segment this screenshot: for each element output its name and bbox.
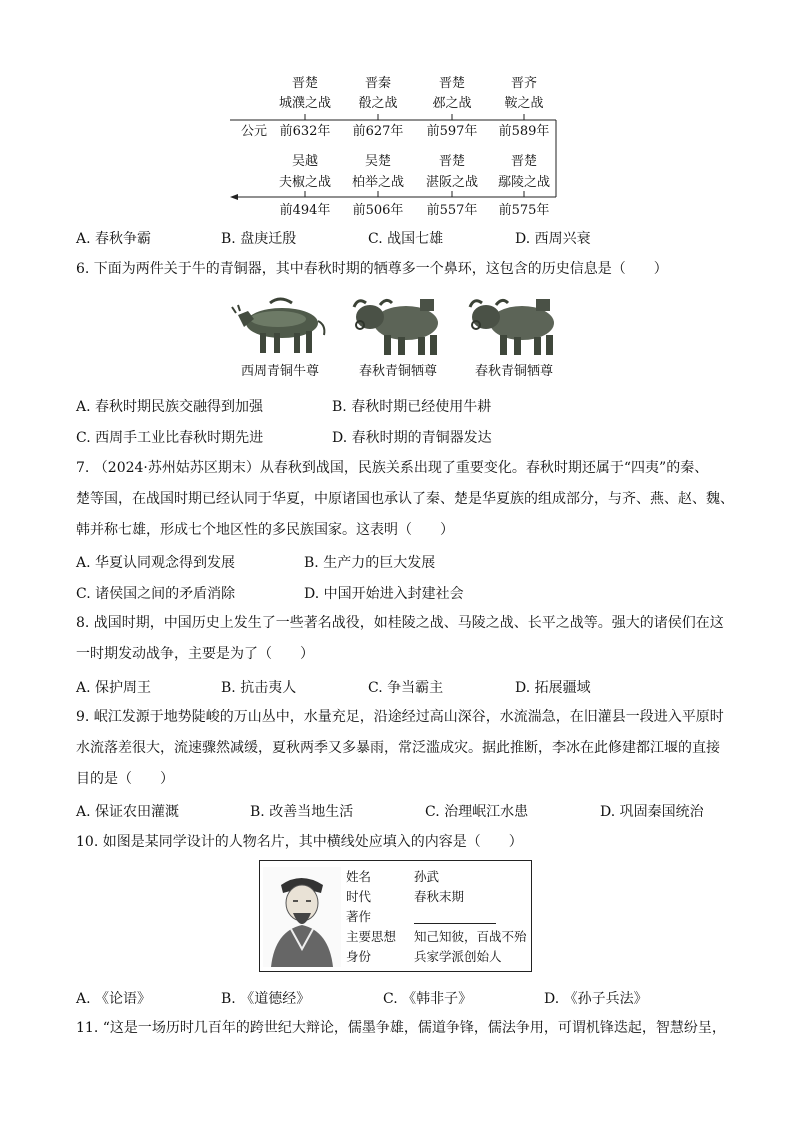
card-value-thought: 知己知彼，百战不殆 [414, 929, 527, 944]
q8-option-a[interactable]: A. 保护周王 [76, 680, 152, 696]
card-label-thought: 主要思想 [346, 929, 397, 944]
timeline-year: 前575年 [498, 203, 550, 218]
q6-option-b[interactable]: B. 春秋时期已经使用牛耕 [332, 399, 492, 415]
q9-stem-line: 水流落差很大，流速骤然减缓，夏秋两季又多暴雨，常泛滥成灾。据此推断，李冰在此修建都江堰的直接 [76, 740, 720, 756]
timeline-lines [228, 110, 568, 210]
timeline-battle: 鄢陵之战 [497, 175, 550, 190]
bronze-caption: 春秋青铜牺尊 [358, 364, 437, 379]
timeline-parties: 吴楚 [364, 154, 391, 169]
card-label-era: 时代 [346, 889, 372, 904]
q8-stem-line: 一时期发动战争，主要是为了（ ） [76, 646, 314, 662]
timeline-year: 前557年 [426, 203, 478, 218]
timeline-battle: 邲之战 [432, 96, 472, 111]
sun-wu-portrait-image [263, 867, 341, 967]
q5-option-b[interactable]: B. 盘庚迁殷 [221, 231, 297, 247]
bronze-ox-zun-image [230, 293, 330, 359]
q9-option-d[interactable]: D. 巩固秦国统治 [600, 804, 704, 820]
timeline-battle: 夫椒之战 [278, 175, 331, 190]
q9-option-b[interactable]: B. 改善当地生活 [250, 804, 354, 820]
timeline-year: 前589年 [498, 124, 550, 139]
q5-option-d[interactable]: D. 西周兴衰 [515, 231, 591, 247]
q8-option-d[interactable]: D. 拓展疆域 [515, 680, 591, 696]
q7-stem-line: 韩并称七雄，形成七个地区性的多民族国家。这表明（ ） [76, 522, 454, 538]
q9-stem-line: 9. 岷江发源于地势陡峻的万山丛中，水量充足，沿途经过高山深谷，水流湍急，在旧灌县一段进入平原时 [76, 709, 724, 725]
q7-stem-line: 楚等国，在战国时期已经认同于华夏，中原诸国也承认了秦、楚是华夏族的组成部分，与齐、燕、赵、魏、 [76, 491, 734, 507]
card-value-identity: 兵家学派创始人 [414, 949, 502, 964]
timeline-era-label: 公元 [241, 124, 268, 139]
timeline-battle: 城濮之战 [278, 96, 331, 111]
q8-option-b[interactable]: B. 抗击夷人 [221, 680, 297, 696]
timeline-battle: 殽之战 [358, 96, 398, 111]
timeline-parties: 晋齐 [510, 76, 537, 91]
timeline-parties: 晋秦 [364, 76, 391, 91]
q7-stem-line: 7. （2024·苏州姑苏区期末）从春秋到战国，民族关系出现了重要变化。春秋时期还属于“四夷”的秦、 [76, 460, 709, 476]
q9-stem-line: 目的是（ ） [76, 771, 174, 787]
timeline-parties: 晋楚 [291, 76, 318, 91]
q8-stem-line: 8. 战国时期，中国历史上发生了一些著名战役，如桂陵之战、马陵之战、长平之战等。强大的诸侯们在这 [76, 615, 724, 631]
q10-option-d[interactable]: D. 《孙子兵法》 [544, 991, 648, 1007]
q7-option-a[interactable]: A. 华夏认同观念得到发展 [76, 555, 236, 571]
q7-option-c[interactable]: C. 诸侯国之间的矛盾消除 [76, 586, 236, 602]
q10-option-c[interactable]: C. 《韩非子》 [383, 991, 473, 1007]
q5-option-c[interactable]: C. 战国七雄 [368, 231, 444, 247]
card-label-works: 著作 [346, 909, 372, 924]
bronze-xi-zun-image [350, 293, 448, 359]
q7-option-d[interactable]: D. 中国开始进入封建社会 [304, 586, 464, 602]
bronze-xi-zun-image [466, 293, 564, 359]
card-blank-works[interactable] [414, 909, 496, 924]
q11-stem-line: 11. “这是一场历时几百年的跨世纪大辩论，儒墨争雄，儒道争锋，儒法争用，可谓机锋迭起，智慧纷呈， [76, 1020, 726, 1036]
person-name-card [259, 860, 532, 972]
card-label-identity: 身份 [346, 949, 372, 964]
q6-option-c[interactable]: C. 西周手工业比春秋时期先进 [76, 430, 264, 446]
q10-stem: 10. 如图是某同学设计的人物名片，其中横线处应填入的内容是（ ） [76, 834, 523, 850]
timeline-year: 前627年 [352, 124, 404, 139]
timeline-battle: 柏举之战 [351, 175, 404, 190]
timeline-year: 前506年 [352, 203, 404, 218]
card-label-name: 姓名 [346, 869, 372, 884]
timeline-battle: 湛阪之战 [425, 175, 478, 190]
timeline-year: 前632年 [279, 124, 331, 139]
q10-option-b[interactable]: B. 《道德经》 [221, 991, 311, 1007]
timeline-parties: 晋楚 [438, 154, 465, 169]
q9-option-a[interactable]: A. 保证农田灌溉 [76, 804, 180, 820]
q6-stem: 6. 下面为两件关于牛的青铜器，其中春秋时期的牺尊多一个鼻环，这包含的历史信息是（ ） [76, 261, 668, 277]
timeline-parties: 晋楚 [438, 76, 465, 91]
q6-option-d[interactable]: D. 春秋时期的青铜器发达 [332, 430, 492, 446]
q8-option-c[interactable]: C. 争当霸主 [368, 680, 444, 696]
q7-option-b[interactable]: B. 生产力的巨大发展 [304, 555, 436, 571]
q9-option-c[interactable]: C. 治理岷江水患 [425, 804, 529, 820]
timeline-year: 前597年 [426, 124, 478, 139]
timeline-battle: 鞍之战 [504, 96, 544, 111]
bronze-caption: 春秋青铜牺尊 [474, 364, 553, 379]
card-value-name: 孙武 [414, 869, 440, 884]
timeline-parties: 晋楚 [510, 154, 537, 169]
q6-option-a[interactable]: A. 春秋时期民族交融得到加强 [76, 399, 264, 415]
timeline-year: 前494年 [279, 203, 331, 218]
timeline-parties: 吴越 [291, 154, 318, 169]
bronze-caption: 西周青铜牛尊 [240, 364, 319, 379]
q5-option-a[interactable]: A. 春秋争霸 [76, 231, 152, 247]
q10-option-a[interactable]: A. 《论语》 [76, 991, 152, 1007]
card-value-era: 春秋末期 [414, 889, 465, 904]
